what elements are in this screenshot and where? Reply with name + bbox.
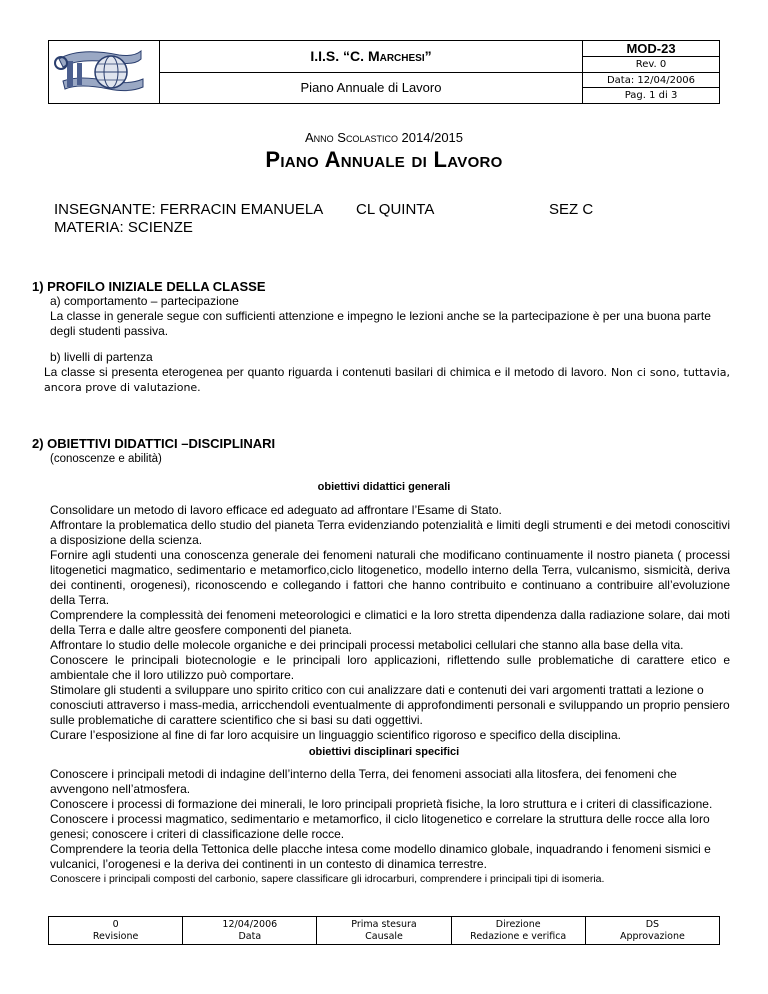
section2-subheading: (conoscenze e abilità) (50, 453, 162, 465)
footer-value: DS (645, 918, 660, 930)
page-title: Piano Annuale di Lavoro (265, 147, 503, 172)
teacher-name: INSEGNANTE: FERRACIN EMANUELA (54, 201, 324, 218)
section-name: SEZ C (549, 201, 594, 218)
general-objective: Stimolare gli studenti a sviluppare uno spirito critico con cui analizzare dati e contenuti dei vari argomenti trattati a lezione o conosciuti attraverso i mass-media, arricchendoli eventualmente di approfondimenti personali e sviluppando un proprio pensiero sulle problematiche di carattere scientifico che si basi su dati oggettivi. (50, 683, 730, 727)
section2-heading: 2) OBIETTIVI DIDATTICI –DISCIPLINARI (32, 436, 276, 451)
general-objective: Conoscere le principali biotecnologie e le principali loro applicazioni, riflettendo sulle problematiche di carattere etico e ambientale che il loro utilizzo può comportare. (50, 653, 730, 682)
document-header (48, 40, 720, 104)
specific-objectives-title: obiettivi disciplinari specifici (308, 746, 460, 758)
footer-label: Revisione (92, 930, 139, 942)
general-objective: Affrontare lo studio delle molecole organiche e dei principali processi metabolici cellulari che stanno alla base della vita. (50, 638, 684, 652)
footer-value: Direzione (495, 918, 541, 930)
footer-label: Data (238, 930, 262, 942)
footer-cell-revision (49, 917, 183, 944)
general-objective: Comprendere la complessità dei fenomeni meteorologici e climatici e la loro stretta dipendenza dalla radiazione solare, dai moti della Terra e dalle altre geosfere componenti del pianeta. (50, 608, 730, 637)
general-objective: Curare l’esposizione al fine di far loro acquisire un linguaggio scientifico rigoroso e specifico della disciplina. (50, 728, 621, 742)
specific-objective: Conoscere i principali metodi di indagine dell’interno della Terra, dei fenomeni associati alla litosfera, dei fenomeni che avvengono nell’atmosfera. (50, 767, 677, 796)
general-objective: Affrontare la problematica dello studio del pianeta Terra evidenziando potenzialità e limiti degli strumenti e dei metodi conoscitivi a disposizione della scienza. (50, 518, 730, 547)
doc-revision: Rev. 0 (583, 57, 719, 73)
section1-a-label: a) comportamento – partecipazione (50, 294, 239, 308)
footer-cell-date (183, 917, 317, 944)
section1-b-text-part2: Non ci sono, tuttavia, ancora prove di valutazione. (44, 366, 730, 394)
section1-b-label: b) livelli di partenza (50, 350, 153, 364)
section1-a-text: La classe in generale segue con sufficienti attenzione e impegno le lezioni anche se la partecipazione è per una buona parte degli studenti passiva. (50, 309, 711, 338)
doc-name: Piano Annuale di Lavoro (300, 80, 442, 96)
footer-label: Approvazione (620, 930, 685, 942)
section1-b-text (44, 365, 730, 395)
specific-objectives-list (50, 767, 730, 887)
footer-label: Redazione e verifica (470, 930, 567, 942)
general-objective: Fornire agli studenti una conoscenza generale dei fenomeni naturali che modificano continuamente il nostro pianeta ( processi litogenetici magmatico, sedimentario e metamorfico,ciclo litogenetico, modello interno della Terra, vulcanismo, sismicità, deriva dei continenti, orogenesi), riconoscendo e collegando i fattori che hanno contribuito e continuano a contribuire all’evoluzione della Terra. (50, 548, 730, 607)
footer-value: 12/04/2006 (222, 918, 278, 930)
specific-objective: Conoscere i processi magmatico, sedimentario e metamorfico, il ciclo litogenetico e correlare la struttura delle rocce alla loro genesi; conoscere i criteri di classificazione delle rocce. (50, 812, 710, 841)
class-name: CL QUINTA (356, 201, 435, 218)
doc-page: Pag. 1 di 3 (624, 90, 678, 102)
footer-cell-approval (586, 917, 719, 944)
general-objective: Consolidare un metodo di lavoro efficace ed adeguato ad affrontare l’Esame di Stato. (50, 503, 502, 517)
doc-code: MOD-23 (583, 41, 719, 57)
specific-objective: Conoscere i principali composti del carbonio, sapere classificare gli idrocarburi, comprendere i principali tipi di isomeria. (50, 873, 605, 885)
footer-value: Prima stesura (351, 918, 417, 930)
general-objectives-title: obiettivi didattici generali (317, 481, 451, 493)
subject-name: MATERIA: SCIENZE (54, 219, 193, 236)
school-year: Anno Scolastico 2014/2015 (304, 130, 464, 145)
doc-date: Data: 12/04/2006 (583, 73, 719, 89)
globe-scroll-logo-icon (49, 41, 159, 103)
document-footer (48, 916, 720, 945)
footer-value: 0 (112, 918, 119, 930)
footer-cell-cause (317, 917, 451, 944)
school-name: I.I.S. “C. Marchesi” (160, 41, 582, 73)
section1-b-text-part1: La classe si presenta eterogenea per quanto riguarda i contenuti basilari di chimica e il metodo di lavoro. (44, 365, 607, 379)
specific-objective: Comprendere la teoria della Tettonica delle placche intesa come modello dinamico globale, inquadrando i fenomeni sismici e vulcanici, l’orogenesi e la deriva dei continenti in un contesto di dinamica terrestre. (50, 842, 711, 871)
general-objectives-list (50, 503, 730, 743)
section1-heading: 1) PROFILO INIZIALE DELLA CLASSE (32, 279, 266, 294)
specific-objective: Conoscere i processi di formazione dei minerali, le loro principali proprietà fisiche, la loro struttura e i criteri di classificazione. (50, 797, 713, 811)
footer-label: Causale (365, 930, 403, 942)
footer-cell-review (452, 917, 586, 944)
school-logo (49, 41, 160, 103)
